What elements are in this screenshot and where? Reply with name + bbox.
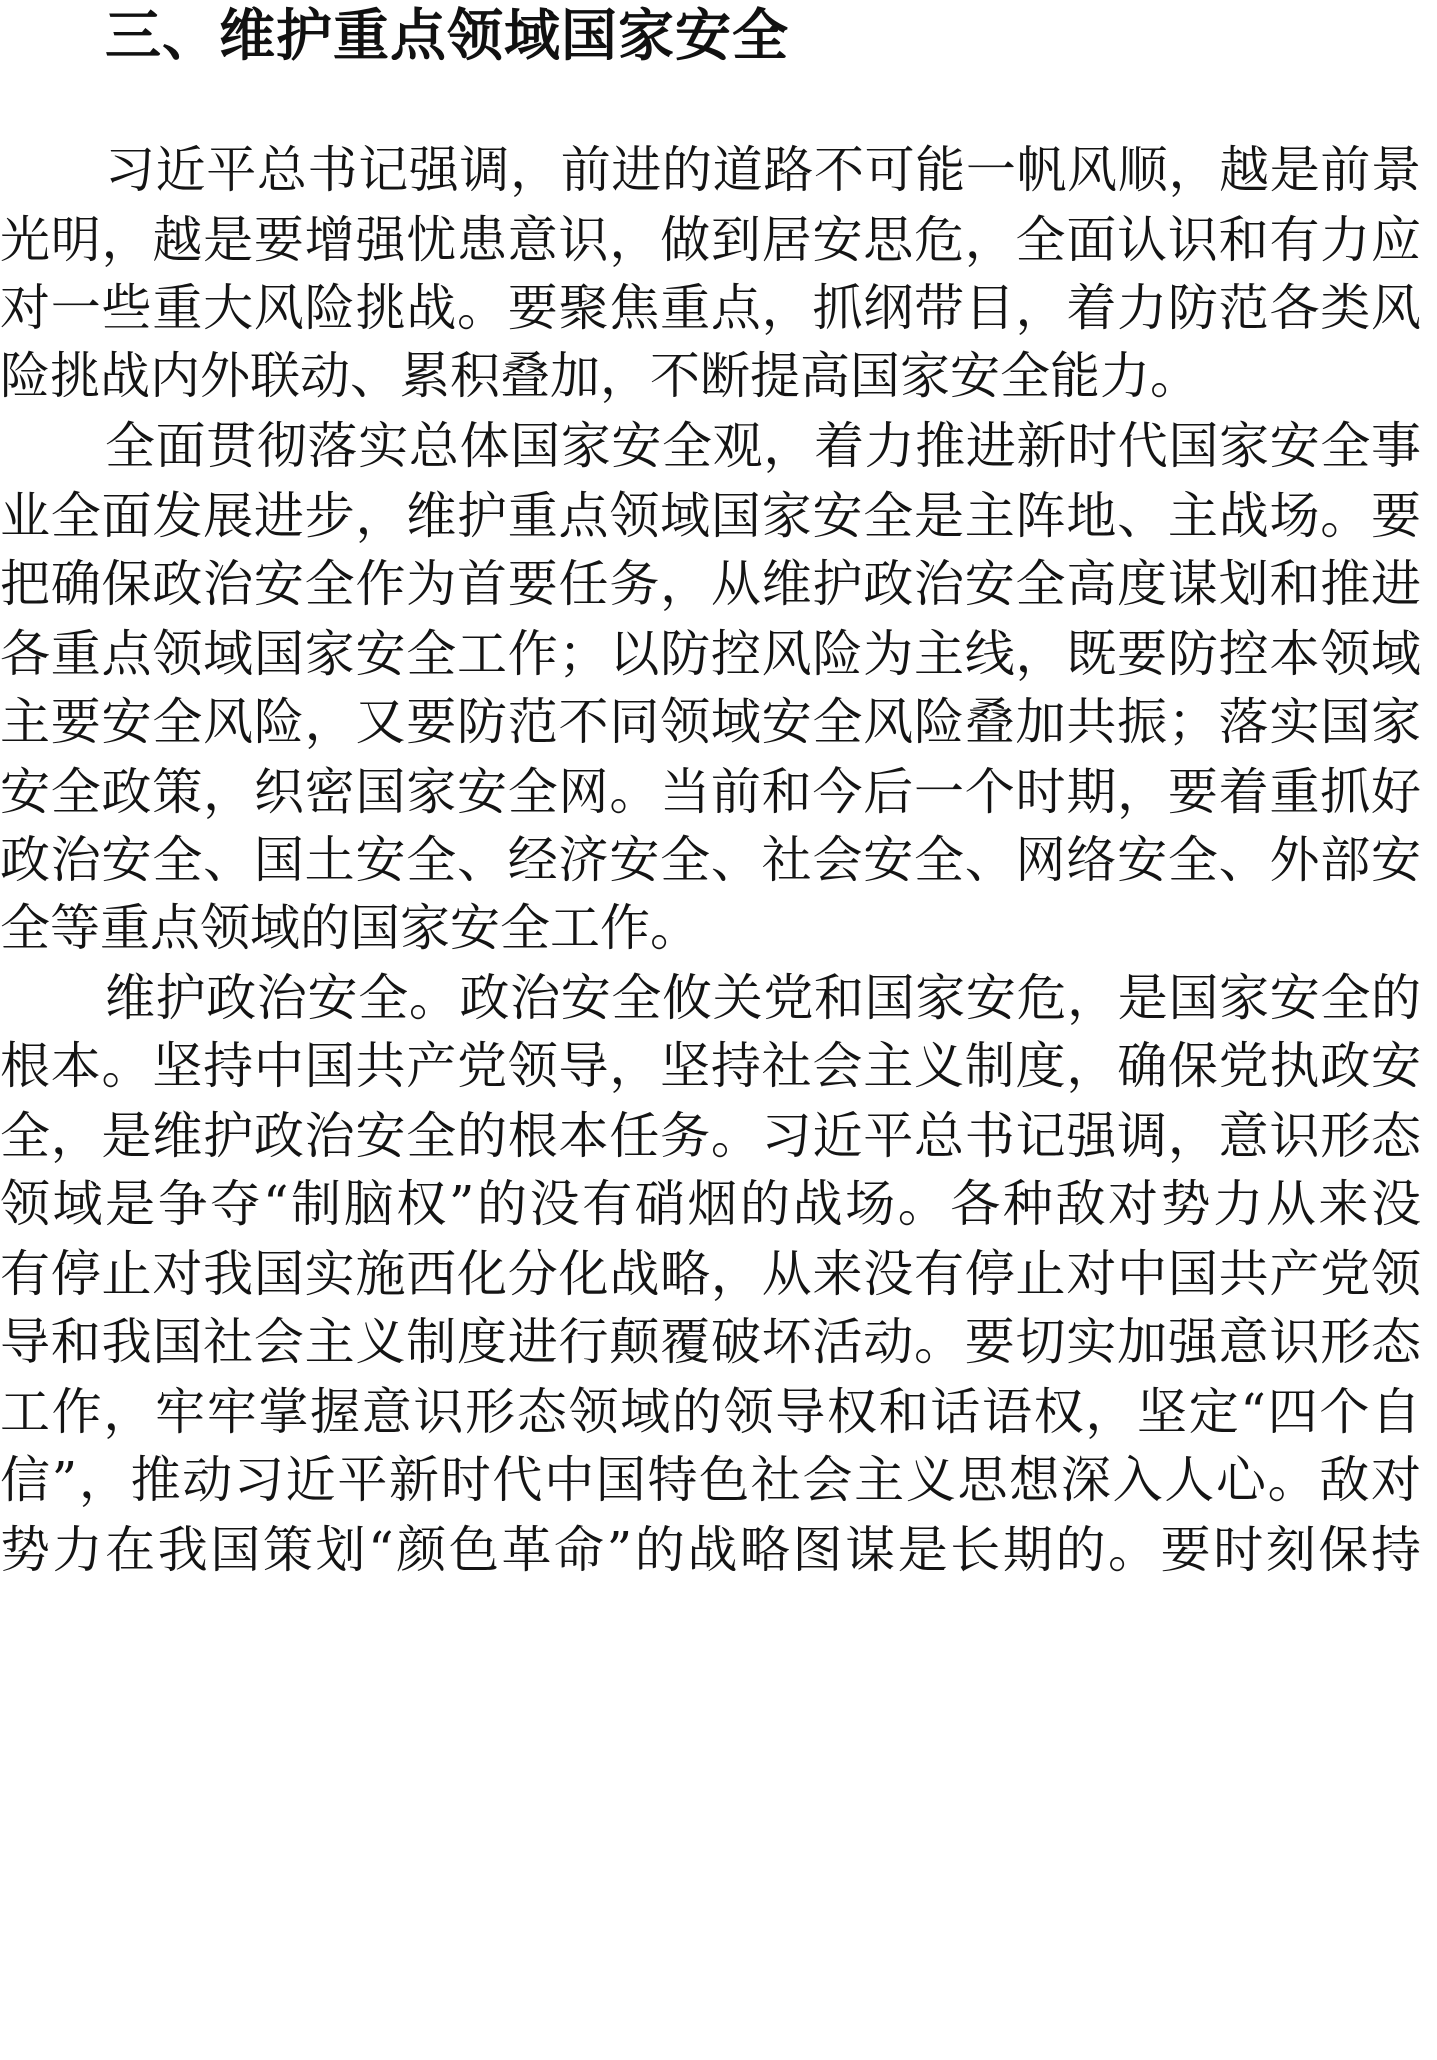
text-line: 领域是争夺“制脑权”的没有硝烟的战场。各种敌对势力从来没 [0,1175,1421,1233]
text-line: 有停止对我国实施西化分化战略，从来没有停止对中国共产党领 [0,1245,1421,1303]
text-line: 政治安全、国土安全、经济安全、社会安全、网络安全、外部安 [0,831,1421,889]
text-line: 维护政治安全。政治安全攸关党和国家安危，是国家安全的 [105,969,1421,1027]
text-line: 导和我国社会主义制度进行颠覆破坏活动。要切实加强意识形态 [0,1313,1421,1371]
text-line: 把确保政治安全作为首要任务，从维护政治安全高度谋划和推进 [0,555,1421,613]
text-line: 光明，越是要增强忧患意识，做到居安思危，全面认识和有力应 [0,211,1421,269]
text-line: 业全面发展进步，维护重点领域国家安全是主阵地、主战场。要 [0,487,1421,545]
text-line: 全等重点领域的国家安全工作。 [0,899,700,957]
text-line: 势力在我国策划“颜色革命”的战略图谋是长期的。要时刻保持 [0,1521,1421,1579]
text-line: 险挑战内外联动、累积叠加，不断提高国家安全能力。 [0,347,1200,405]
text-line: 安全政策，织密国家安全网。当前和今后一个时期，要着重抓好 [0,763,1421,821]
text-line: 信”，推动习近平新时代中国特色社会主义思想深入人心。敌对 [0,1451,1421,1509]
text-line: 根本。坚持中国共产党领导，坚持社会主义制度，确保党执政安 [0,1037,1421,1095]
text-line: 工作，牢牢掌握意识形态领域的领导权和话语权，坚定“四个自 [0,1383,1421,1441]
text-line: 对一些重大风险挑战。要聚焦重点，抓纲带目，着力防范各类风 [0,279,1421,337]
text-line: 主要安全风险，又要防范不同领域安全风险叠加共振；落实国家 [0,693,1421,751]
text-line: 各重点领域国家安全工作；以防控风险为主线，既要防控本领域 [0,625,1421,683]
text-line: 全面贯彻落实总体国家安全观，着力推进新时代国家安全事 [105,417,1421,475]
text-line: 全，是维护政治安全的根本任务。习近平总书记强调，意识形态 [0,1107,1421,1165]
section-heading: 三、维护重点领域国家安全 [105,4,789,69]
text-line: 习近平总书记强调，前进的道路不可能一帆风顺，越是前景 [105,141,1421,199]
